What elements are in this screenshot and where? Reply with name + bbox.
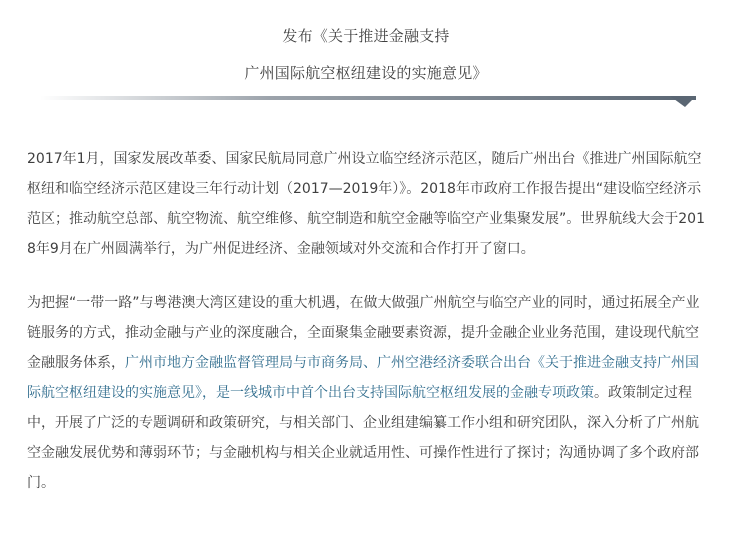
paragraph-2: [27, 288, 707, 498]
article-title-line-1: 发布《关于推进金融支持: [282, 27, 450, 45]
title-divider: [40, 94, 696, 108]
paragraph-2-intro: 为把握“一带一路”与粤港澳大湾区建设的重大机遇，在做大做强广州航空与临空产业的同时，通过拓展全产业链服务的方式，推动金融与产业的深度融合，全面聚集金融要素资源，提升金融企业业务范围，建设现代航空金融服务体系，: [27, 295, 700, 371]
divider-arrow: [670, 96, 696, 107]
article-body: [27, 144, 707, 498]
article-header: [0, 0, 732, 110]
article-title-line-2: 广州国际航空枢纽建设的实施意见》: [244, 64, 488, 82]
paragraph-2-highlight: 广州市地方金融监督管理局与市商务局、广州空港经济委联合出台《关于推进金融支持广州国际航空枢纽建设的实施意见》，是一线城市中首个出台支持国际航空枢纽发展的金融专项政策: [27, 355, 699, 401]
divider-bar: [40, 96, 696, 100]
paragraph-2-rest: 。政策制定过程中，开展了广泛的专题调研和政策研究，与相关部门、企业组建编纂工作小组和研究团队，深入分析了广州航空金融发展优势和薄弱环节；与金融机构与相关企业就适用性、可操作性进行了探讨；沟通协调了多个政府部门。: [27, 385, 699, 491]
paragraph-1: 2017年1月，国家发展改革委、国家民航局同意广州设立临空经济示范区，随后广州出台《推进广州国际航空枢纽和临空经济示范区建设三年行动计划（2017—2019年）》。2018年市政府工作报告提出“建设临空经济示范区；推动航空总部、航空物流、航空维修、航空制造和航空金融等临空产业集聚发展”。世界航线大会于2018年9月在广州圆满举行，为广州促进经济、金融领域对外交流和合作打开了窗口。: [27, 151, 705, 257]
